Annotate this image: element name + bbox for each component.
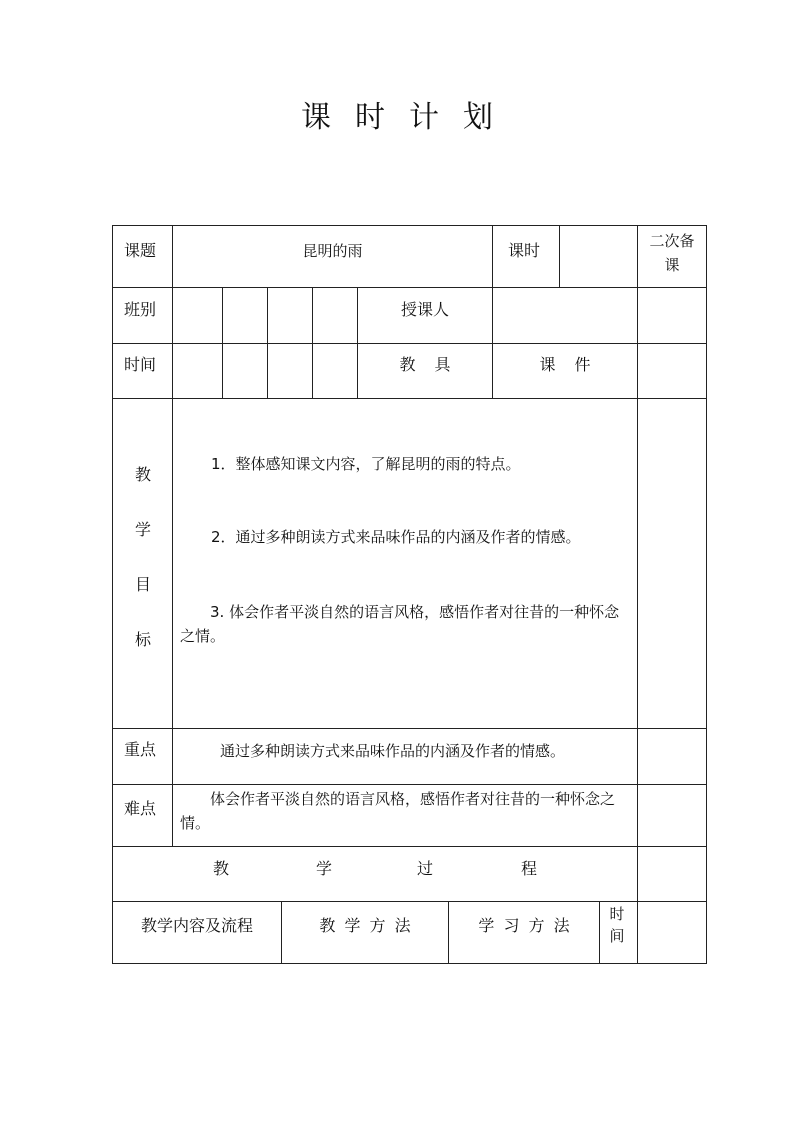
teaching-aids-label: 教 具 (399, 355, 451, 374)
time-header: 时间 (609, 905, 625, 945)
row-divider (113, 784, 706, 785)
topic-label: 课题 (124, 241, 157, 260)
row-divider (113, 728, 706, 729)
col-divider (599, 901, 600, 963)
col-divider (172, 226, 173, 846)
objectives-label-char: 目 (135, 575, 152, 594)
col-divider (267, 287, 268, 398)
process-title-char: 教 (213, 859, 230, 878)
difficult-point-label: 难点 (124, 799, 157, 818)
class-label: 班别 (124, 300, 157, 319)
second-prep-label: 二次备课 (649, 232, 695, 274)
time-label: 时间 (124, 355, 157, 374)
key-point-label: 重点 (124, 740, 157, 759)
process-title-char: 程 (521, 859, 538, 878)
objectives-label-char: 标 (135, 630, 152, 649)
objective-item: 3. 体会作者平淡自然的语言风格，感悟作者对往昔的一种怀念之情。 (180, 603, 620, 645)
key-point-text: 通过多种朗读方式来品味作品的内涵及作者的情感。 (220, 742, 566, 760)
period-label: 课时 (508, 241, 541, 260)
teaching-method-header: 教 学 方 法 (319, 916, 411, 935)
row-divider (113, 398, 706, 399)
process-title-char: 过 (417, 859, 434, 878)
col-divider (637, 226, 638, 963)
objective-item: 2．通过多种朗读方式来品味作品的内涵及作者的情感。 (211, 528, 581, 546)
row-divider (113, 287, 706, 288)
difficult-point-text: 体会作者平淡自然的语言风格，感悟作者对往昔的一种怀念之情。 (180, 790, 616, 832)
col-divider (222, 287, 223, 398)
col-divider (312, 287, 313, 398)
row-divider (113, 901, 706, 902)
topic-value: 昆明的雨 (302, 242, 363, 260)
lesson-plan-table (112, 225, 707, 964)
col-divider (492, 226, 493, 287)
row-divider (113, 343, 706, 344)
col-divider (492, 287, 493, 398)
objectives-label-char: 学 (135, 520, 152, 539)
process-title-char: 学 (316, 859, 333, 878)
page-title: 课时计划 (301, 100, 517, 135)
teacher-label: 授课人 (400, 300, 449, 319)
learning-method-header: 学 习 方 法 (478, 916, 570, 935)
courseware-label: 课 件 (539, 355, 591, 374)
col-divider (559, 226, 560, 287)
objectives-label-char: 教 (135, 465, 152, 484)
content-flow-header: 教学内容及流程 (140, 916, 253, 935)
objective-item: 1．整体感知课文内容，了解昆明的雨的特点。 (211, 455, 521, 473)
row-divider (113, 846, 706, 847)
